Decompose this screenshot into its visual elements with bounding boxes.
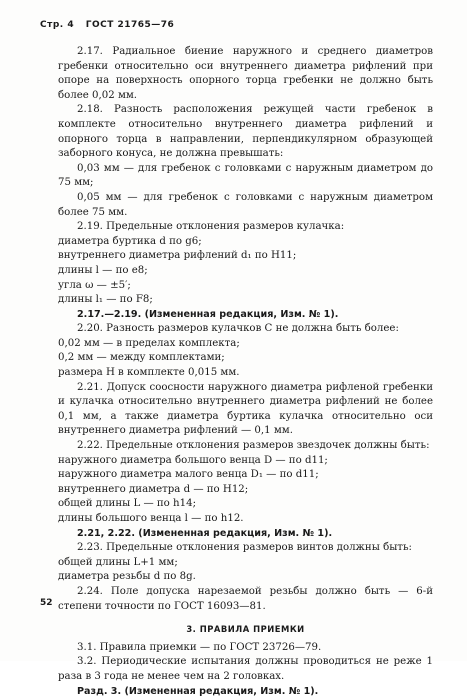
text-line: общей длины L — по h14; [58,498,197,510]
text-line: 3.1. Правила приемки — по ГОСТ 23726—79. [77,641,322,653]
text-line: длины большого венца l — по h12. [58,513,244,524]
text-line: 2.20. Разность размеров кулачков C не должна быть более: [77,323,399,335]
text-line: 3.2. Периодические испытания должны проводиться не реже 1 раза в 3 года не менее чем на 2 головках. [58,656,433,682]
text-line: 0,2 мм — между комплектами; [58,352,225,364]
text-line: диаметра резьбы d по 8g. [58,571,196,583]
text-line: длины l₁ — по F8; [58,294,153,306]
text-line: наружного диаметра большого венца D — по d11; [58,454,328,466]
text-line: 2.17. Радиальное биение наружного и среднего диаметров гребенки относительно оси внутреннего диаметра рифлений при опоре на поверхность опорного торца гребенки не должно быть более 0,02 мм. [58,46,433,101]
text-line: размера H в комплекте 0,015 мм. [58,367,240,379]
amendment-note: 2.21, 2.22. (Измененная редакция, Изм. № 1). [77,527,333,539]
page-header [40,20,182,30]
text-line: угла ω — ±5′; [58,279,131,291]
text-line: 2.23. Предельные отклонения размеров винтов должны быть: [77,542,412,554]
section-heading: 3. ПРАВИЛА ПРИЕМКИ [186,624,305,635]
text-line: 2.24. Поле допуска нарезаемой резьбы должно быть — 6-й степени точности по ГОСТ 16093—81. [58,585,433,612]
text-line: 2.18. Разность расположения режущей части гребенок в комплекте относительно внутреннего диаметра рифлений и опорного торца в направлении, перпендикулярном образующей заборного конуса, не должна превышать: [58,104,433,160]
text-line: 2.19. Предельные отклонения размеров кулачка: [77,221,345,233]
text-line: наружного диаметра малого венца D₁ — по d11; [58,469,319,481]
text-line: 0,03 мм — для гребенок с головками с наружным диаметром до 75 мм; [58,162,433,189]
text-line: 2.22. Предельные отклонения размеров звездочек должны быть: [77,440,430,452]
amendment-note: Разд. 3. (Измененная редакция, Изм. № 1). [77,685,319,697]
text-line: длины l — по e8; [58,264,148,276]
text-line: общей длины L+1 мм; [58,556,178,568]
page-number: 52 [40,598,53,608]
text-line: внутреннего диаметра рифлений d₁ по H11; [58,250,297,262]
standard-code: ГОСТ 21765—76 [85,20,175,30]
text-line: 2.21. Допуск соосности наружного диаметра рифленой гребенки и кулачка относительно внутреннего диаметра рифлений не более 0,1 мм, а также диаметра буртика кулачка относительно оси внутреннего диаметра рифлений — 0,1 мм. [58,381,433,437]
text-line: 0,02 мм — в пределах комплекта; [58,337,240,349]
text-line: 0,05 мм — для гребенок с головками с наружным диаметром более 75 мм. [58,191,433,218]
text-line: диаметра буртика d по g6; [58,235,202,247]
page-label: Стр. 4 [40,20,75,30]
text-line: внутреннего диаметра d — по H12; [58,483,249,495]
amendment-note: 2.17.—2.19. (Измененная редакция, Изм. № 1). [77,308,339,320]
document-body [58,45,433,699]
